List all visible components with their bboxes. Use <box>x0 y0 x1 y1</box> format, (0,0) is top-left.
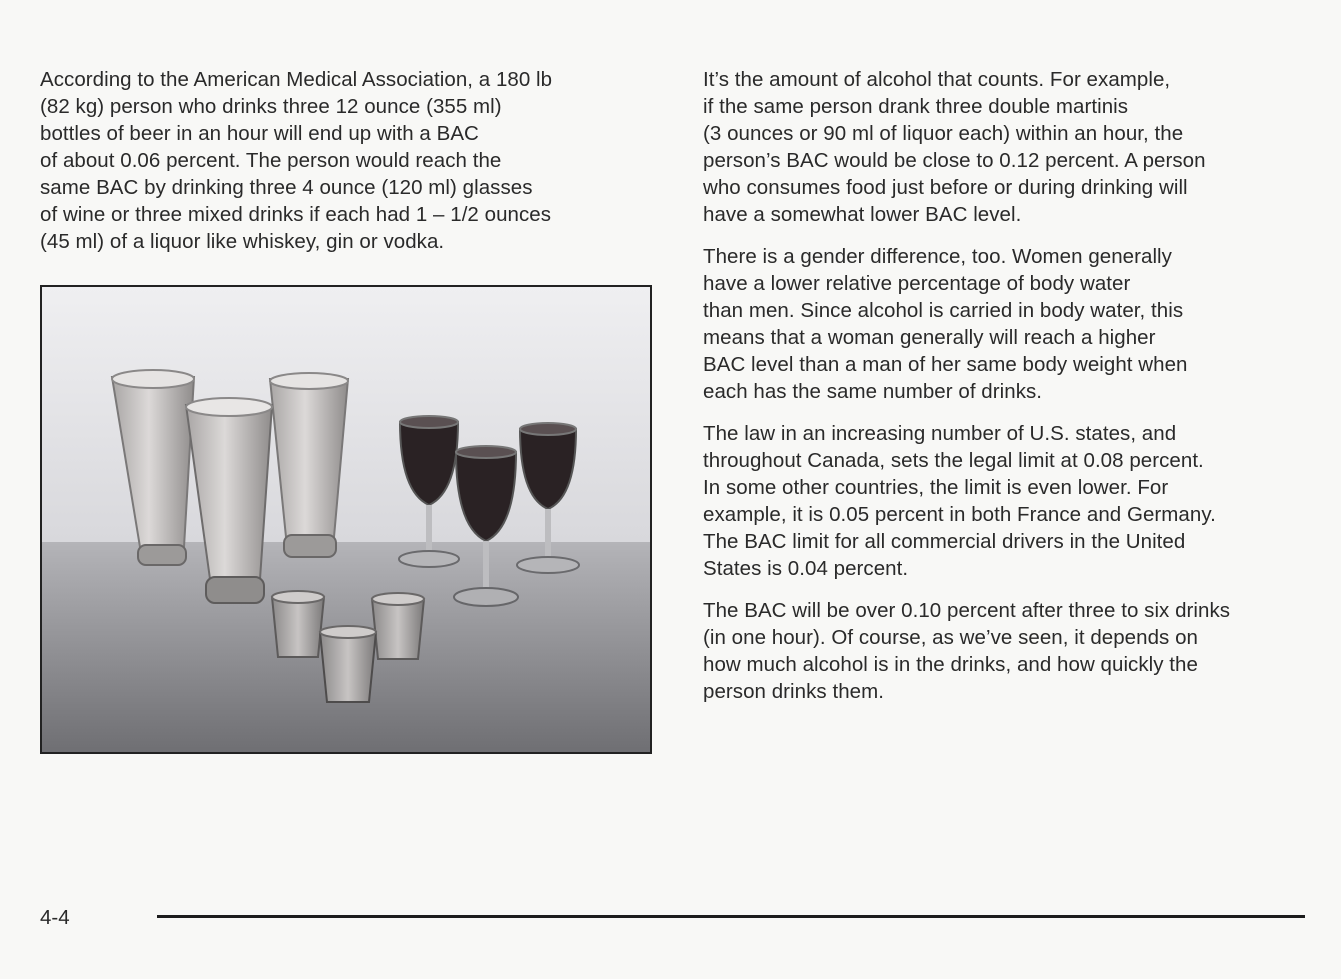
paragraph-aama-bac: According to the American Medical Association, a 180 lb (82 kg) person who drinks three 12 ounce (355 ml) bottles of beer in an hour will end up with a BAC of about 0.06 percent. The person would reach the same BAC by drinking three 4 ounce (120 ml) glasses of wine or three mixed drinks if each had 1 – 1/2 ounces (45 ml) of a liquor like whiskey, gin or vodka. <box>40 68 553 253</box>
paragraph-gender-difference: There is a gender difference, too. Women generally have a lower relative percentage of body water than men. Since alcohol is carried in body water, this means that a woman generally will reach a higher BAC level than a man of her same body weight when each has the same number of drinks. <box>703 245 1188 403</box>
paragraph-drink-count: The BAC will be over 0.10 percent after three to six drinks (in one hour). Of course, as we’ve seen, it depends on how much alcohol is in the drinks, and how quickly the person drinks them. <box>703 599 1231 703</box>
right-column <box>703 66 1313 720</box>
shot-glass-right <box>372 593 424 659</box>
drinks-photo <box>40 285 652 754</box>
shot-glass-front <box>320 626 376 702</box>
paragraph-legal-limits: The law in an increasing number of U.S. states, and throughout Canada, sets the legal limit at 0.08 percent. In some other countries, the limit is even lower. For example, it is 0.05 percent in both France and Germany. The BAC limit for all commercial drivers in the United States is 0.04 percent. <box>703 422 1216 580</box>
footer-rule <box>157 915 1305 918</box>
drinks-illustration <box>42 287 650 752</box>
paragraph-martinis: It’s the amount of alcohol that counts. For example, if the same person drank three double martinis (3 ounces or 90 ml of liquor each) within an hour, the person’s BAC would be close to 0.12 percent. A person who consumes food just before or during drinking will have a somewhat lower BAC level. <box>703 68 1206 226</box>
page-number: 4-4 <box>40 906 70 929</box>
shot-glass-left <box>272 591 324 657</box>
left-column <box>40 66 660 270</box>
